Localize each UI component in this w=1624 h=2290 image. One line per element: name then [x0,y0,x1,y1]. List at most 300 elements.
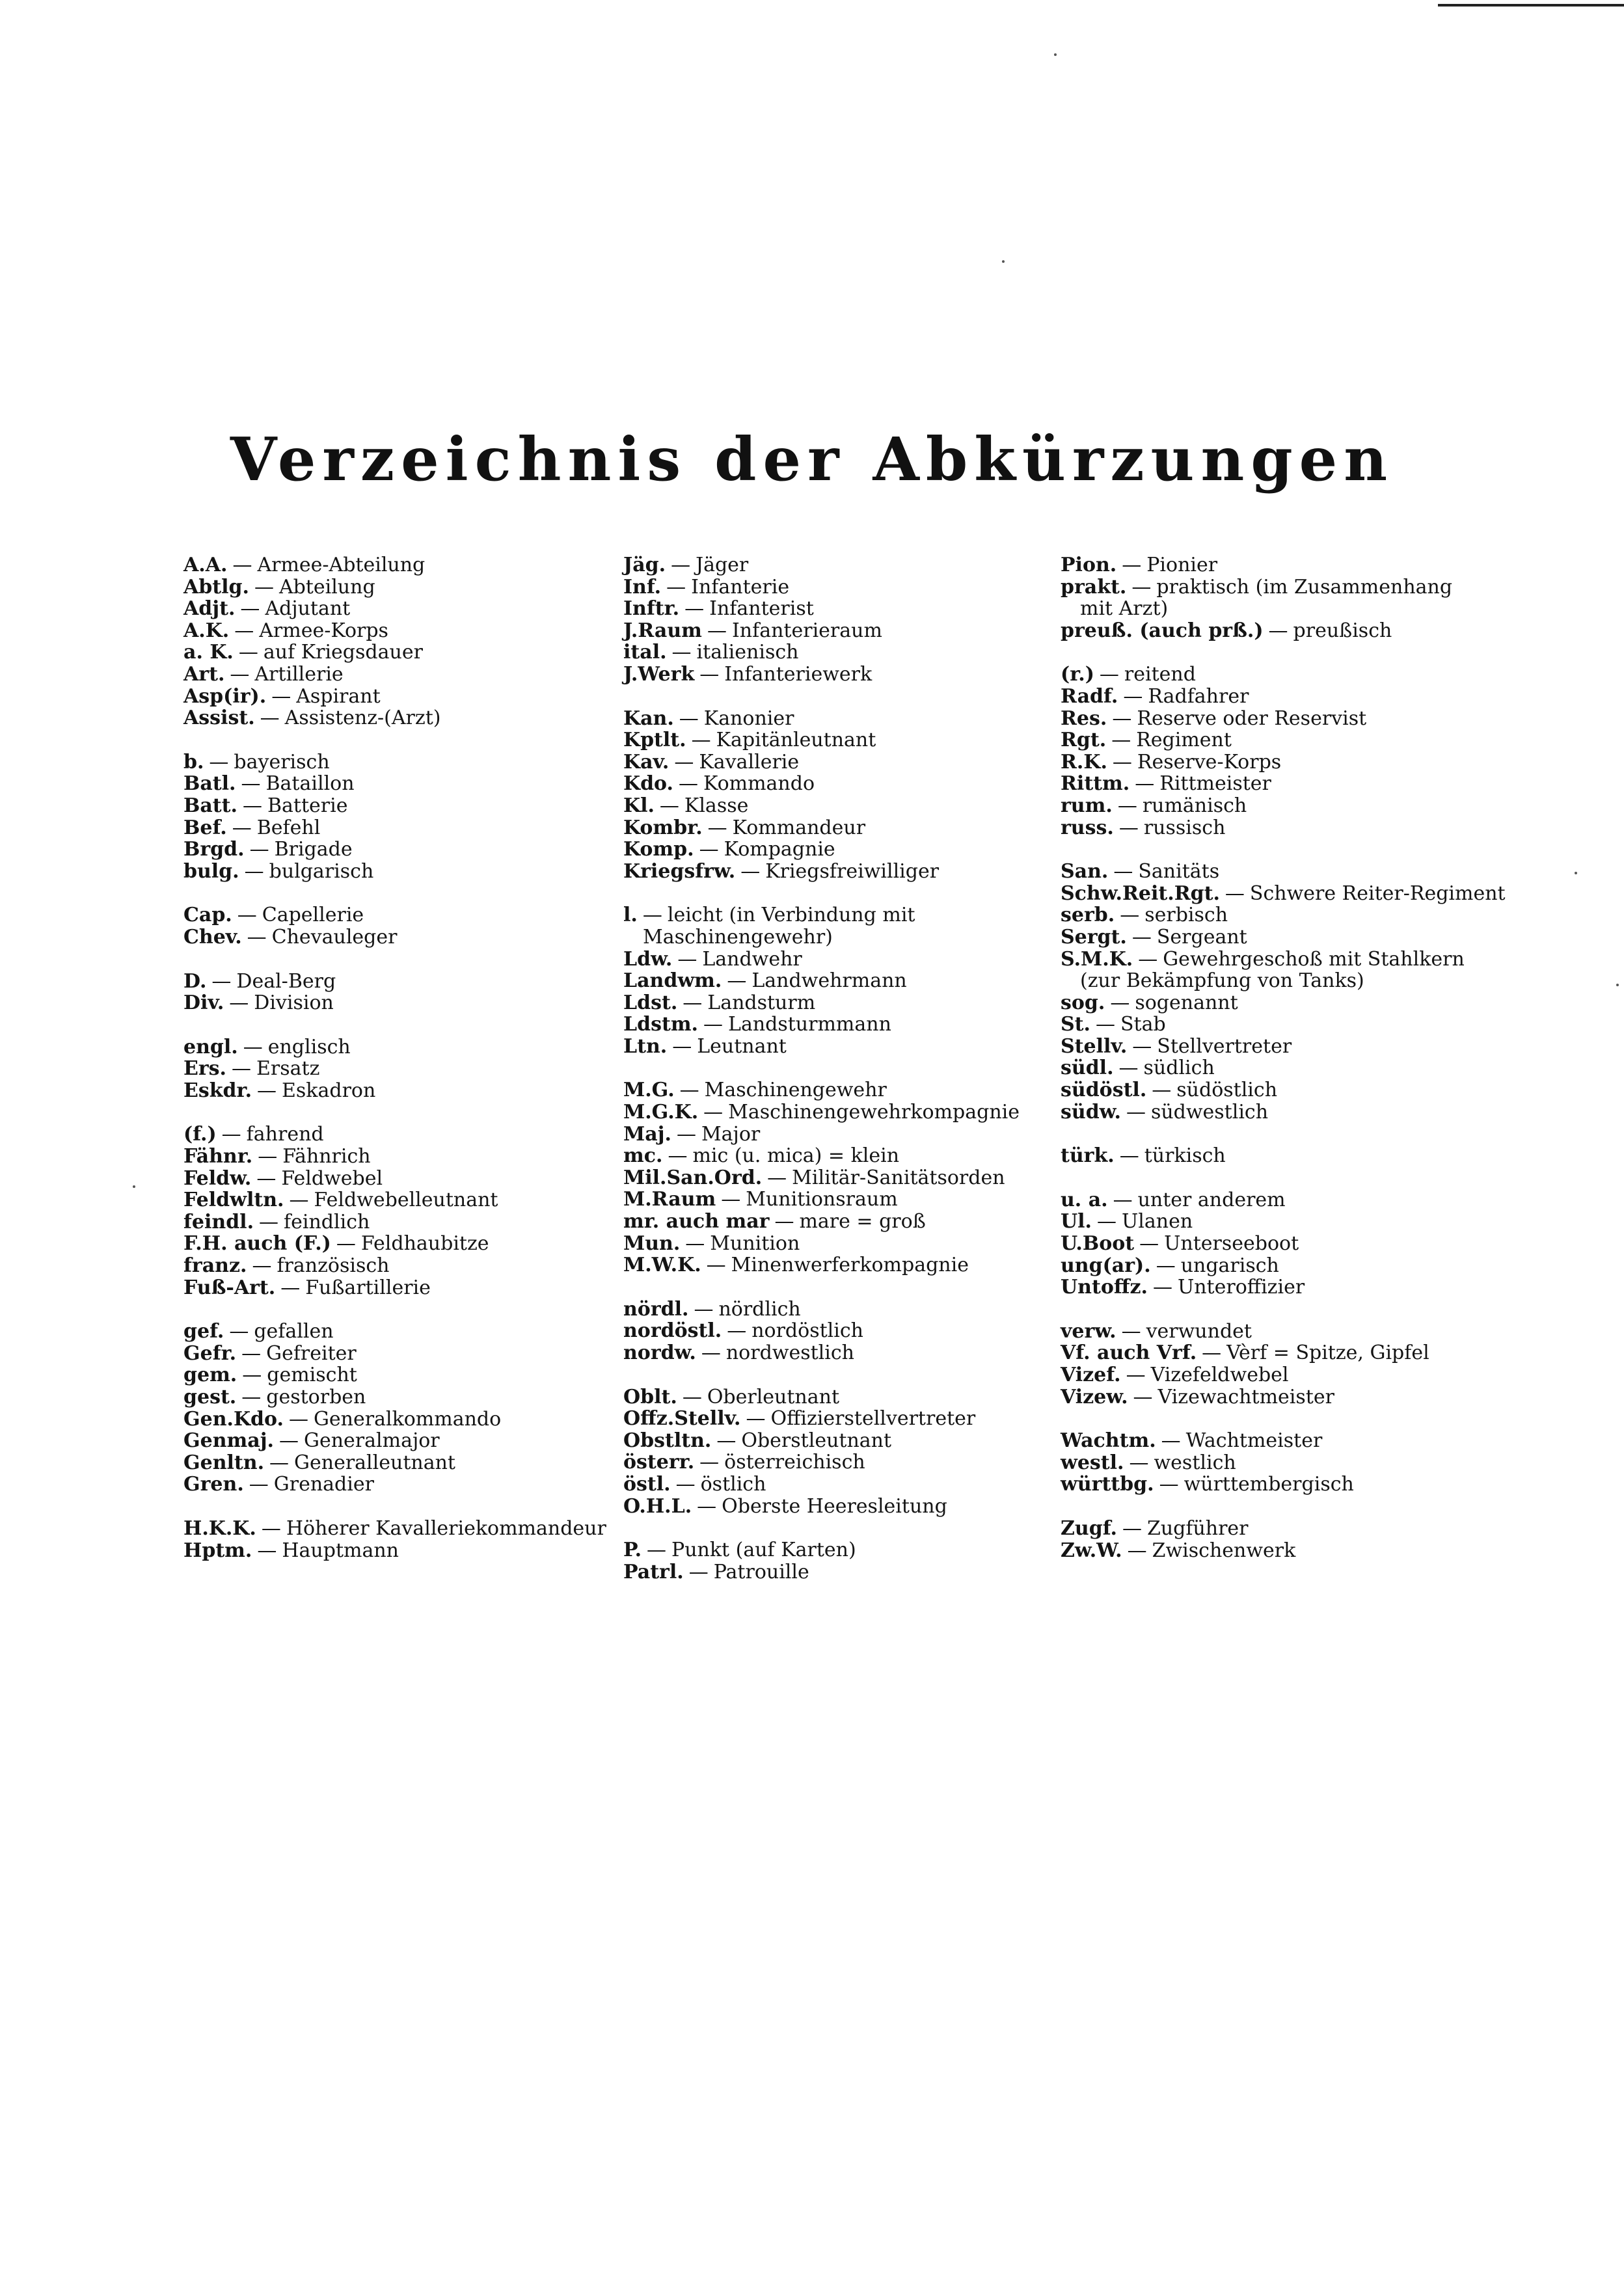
abbreviation-entry [183,1080,639,1102]
em-dash-separator: — [697,1494,717,1518]
abbreviation: l. [623,904,638,927]
abbreviation-entry [183,1343,639,1365]
abbreviation-group [183,1036,639,1102]
abbreviation: M.G.K. [623,1101,699,1124]
abbreviation: Ers. [183,1057,227,1081]
abbreviation-entry [183,1518,639,1540]
abbreviation: O.H.L. [623,1494,692,1518]
abbreviation-entry [623,1167,1079,1189]
expansion: Befehl [256,816,321,839]
expansion: Vizewachtmeister [1157,1385,1334,1408]
expansion: südwestlich [1150,1100,1269,1124]
em-dash-separator: — [1131,925,1152,949]
abbreviation: Sergt. [1061,925,1127,949]
abbreviation: M.Raum [623,1188,716,1211]
abbreviation-group [183,1518,639,1561]
expansion: fahrend [246,1123,324,1146]
em-dash-separator: — [674,750,694,774]
expansion: Ersatz [256,1057,320,1081]
em-dash-separator: — [740,859,761,883]
abbreviation: Inftr. [623,597,680,621]
abbreviation-entry [1061,751,1483,774]
abbreviation-group [1061,554,1483,641]
expansion: Kanonier [703,707,794,730]
abbreviation: ital. [623,641,667,664]
em-dash-separator: — [232,816,252,839]
expansion: Fähnrich [282,1145,371,1168]
abbreviation: Rittm. [1061,772,1130,796]
em-dash-separator: — [647,1539,667,1562]
em-dash-separator: — [242,1364,262,1387]
em-dash-separator: — [1112,707,1132,730]
abbreviation-group [183,554,639,729]
abbreviation-entry [623,1036,1079,1058]
abbreviation-entry [183,1452,639,1474]
expansion: Armee-Abteilung [257,554,426,576]
abbreviation: nordw. [623,1341,696,1364]
expansion: Feldhaubitze [360,1232,489,1256]
abbreviation-entry [1061,664,1483,686]
abbreviation: H.K.K. [183,1516,256,1540]
em-dash-separator: — [668,1144,688,1168]
scan-speck [1054,53,1057,56]
em-dash-separator: — [260,707,280,730]
abbreviation-group [183,751,639,883]
expansion: Gewehrgeschoß mit Stahlkern (zur Bekämpfung von Tanks) [1080,947,1465,993]
em-dash-separator: — [716,1429,737,1452]
expansion: Oberstleutnant [741,1429,892,1452]
abbreviation: Kav. [623,750,670,774]
expansion: serbisch [1144,904,1228,927]
em-dash-separator: — [1095,1013,1115,1036]
abbreviation: engl. [183,1035,238,1058]
em-dash-separator: — [232,554,252,576]
expansion: nördlich [718,1297,801,1321]
abbreviation-entry [183,1408,639,1431]
em-dash-separator: — [1152,1079,1172,1102]
em-dash-separator: — [683,991,703,1014]
em-dash-separator: — [679,707,699,730]
abbreviation: a. K. [183,641,234,664]
abbreviation-entry [623,1014,1079,1036]
abbreviation: Abtlg. [183,575,249,599]
em-dash-separator: — [1119,1144,1139,1168]
abbreviation-entry [1061,773,1483,795]
abbreviation: S.M.K. [1061,947,1133,971]
em-dash-separator: — [1129,1451,1149,1474]
expansion: württembergisch [1184,1473,1354,1496]
abbreviation: franz. [183,1254,247,1278]
em-dash-separator: — [1112,750,1132,774]
em-dash-separator: — [256,1166,277,1190]
expansion: Kapitänleutnant [716,729,876,752]
expansion: Offizierstellvertreter [770,1407,976,1431]
expansion: Maschinengewehrkompagnie [728,1101,1020,1124]
em-dash-separator: — [249,838,269,861]
abbreviation: Feldwltn. [183,1189,284,1212]
expansion: Artillerie [254,662,344,686]
expansion: Infanteriewerk [724,662,873,686]
em-dash-separator: — [1268,619,1288,642]
abbreviation: Inf. [623,575,662,599]
abbreviation: Ldstm. [623,1013,699,1036]
abbreviation-entry [1061,861,1483,883]
abbreviation-entry [1061,1079,1483,1101]
expansion: feindlich [284,1210,370,1233]
abbreviation: U.Boot [1061,1232,1135,1256]
expansion: nordwestlich [725,1341,854,1364]
expansion: Adjutant [265,597,351,621]
abbreviation: nordöstl. [623,1319,722,1343]
expansion: Oberleutnant [707,1385,840,1408]
abbreviation: b. [183,750,204,774]
expansion: Sergeant [1156,925,1247,949]
expansion: Assistenz-(Arzt) [284,707,441,730]
abbreviation-entry [623,554,1079,576]
em-dash-separator: — [243,1035,263,1058]
expansion: bayerisch [234,750,330,774]
abbreviation-entry [1061,1386,1483,1408]
em-dash-separator: — [1122,554,1142,576]
expansion: Aspirant [296,684,381,708]
em-dash-separator: — [209,750,229,774]
abbreviation: gem. [183,1364,237,1387]
expansion: Patrouille [713,1560,809,1583]
em-dash-separator: — [1161,1429,1181,1453]
expansion: Unteroffizier [1177,1276,1305,1299]
expansion: Chevauleger [271,925,398,949]
abbreviation-column-3 [1061,554,1506,1583]
expansion: englisch [267,1035,351,1058]
em-dash-separator: — [1121,1319,1141,1343]
abbreviation-entry [623,751,1079,774]
em-dash-separator: — [336,1232,356,1256]
abbreviation-entry [1061,1276,1483,1299]
em-dash-separator: — [1132,1034,1152,1058]
abbreviation-entry [183,1189,639,1211]
expansion: Deal-Berg [236,969,336,993]
em-dash-separator: — [232,1057,252,1081]
em-dash-separator: — [1099,663,1119,686]
abbreviation: Stellv. [1061,1034,1128,1058]
expansion: Punkt (auf Karten) [671,1539,856,1562]
expansion: Sanitäts [1138,860,1220,883]
abbreviation: Asp(ir). [183,684,267,708]
abbreviation-entry [183,817,639,839]
abbreviation-entry [183,1364,639,1386]
abbreviation-entry [1061,949,1483,992]
em-dash-separator: — [229,1320,249,1343]
abbreviation: A.A. [183,554,228,576]
expansion: Regiment [1136,729,1232,752]
expansion: Schwere Reiter-Regiment [1249,882,1506,905]
expansion: gestorben [266,1386,366,1408]
expansion: ungarisch [1180,1254,1279,1277]
abbreviation-entry [1061,1518,1483,1540]
abbreviation-entry [1061,576,1483,620]
abbreviation-entry [623,1233,1079,1255]
abbreviation-entry [183,1277,639,1299]
top-rule [1438,4,1624,7]
abbreviation-entry [1061,1430,1483,1452]
em-dash-separator: — [1159,1473,1179,1496]
abbreviation: Oblt. [623,1385,677,1408]
page-title: Verzeichnis der Abkürzungen [230,424,1394,494]
em-dash-separator: — [241,1386,262,1408]
expansion: westlich [1154,1451,1236,1474]
abbreviation-entry [183,1386,639,1408]
abbreviation-column-2 [623,554,1079,1605]
expansion: Maschinengewehr [704,1079,887,1102]
expansion: östlich [700,1472,766,1496]
abbreviation: M.W.K. [623,1254,701,1277]
expansion: unter anderem [1137,1188,1286,1211]
abbreviation: Mil.San.Ord. [623,1166,763,1189]
abbreviation: Obstltn. [623,1429,712,1452]
em-dash-separator: — [258,1145,278,1168]
em-dash-separator: — [703,1101,724,1124]
abbreviation-group [623,1079,1079,1276]
em-dash-separator: — [1113,860,1133,883]
abbreviation: Chev. [183,925,242,949]
em-dash-separator: — [261,1516,281,1540]
em-dash-separator: — [242,794,262,817]
abbreviation-entry [183,795,639,817]
expansion: preußisch [1293,619,1392,642]
abbreviation-entry [183,1430,639,1452]
em-dash-separator: — [1138,947,1158,971]
abbreviation-entry [623,1430,1079,1452]
em-dash-separator: — [1152,1276,1172,1299]
em-dash-separator: — [244,859,264,883]
abbreviation: Vizew. [1061,1385,1128,1408]
abbreviation: Ldw. [623,947,673,971]
abbreviation-entry [1061,1233,1483,1255]
abbreviation-entry [623,1124,1079,1146]
em-dash-separator: — [238,641,258,664]
abbreviation-group [1061,1430,1483,1496]
abbreviation: San. [1061,860,1109,883]
em-dash-separator: — [279,1429,299,1453]
expansion: praktisch (im Zusammenhang mit Arzt) [1080,575,1453,621]
abbreviation: sog. [1061,991,1105,1014]
abbreviation-entry [623,576,1079,599]
em-dash-separator: — [271,684,291,708]
abbreviation-entry [623,1101,1079,1124]
abbreviation-entry [183,1146,639,1168]
abbreviation: mr. auch mar [623,1210,770,1233]
em-dash-separator: — [249,1473,269,1496]
em-dash-separator: — [1156,1254,1176,1277]
abbreviation: Bef. [183,816,227,839]
em-dash-separator: — [1225,882,1245,905]
abbreviation: Ltn. [623,1034,668,1058]
abbreviation-entry [623,1451,1079,1474]
abbreviation-entry [183,1255,639,1277]
expansion: Bataillon [265,772,355,796]
abbreviation-entry [183,1474,639,1496]
abbreviation: ung(ar). [1061,1254,1151,1277]
abbreviation: mc. [623,1144,663,1168]
abbreviation: südw. [1061,1100,1121,1124]
expansion: nordöstlich [751,1319,863,1343]
abbreviation: Batl. [183,772,236,796]
expansion: Gefreiter [266,1341,357,1365]
em-dash-separator: — [774,1210,794,1233]
expansion: Kriegsfreiwilliger [765,859,940,883]
em-dash-separator: — [642,904,662,927]
abbreviation: Kdo. [623,772,673,796]
abbreviation: serb. [1061,904,1115,927]
em-dash-separator: — [684,597,705,621]
expansion: verwundet [1146,1319,1252,1343]
abbreviation-entry [183,620,639,642]
em-dash-separator: — [694,1297,714,1321]
abbreviation-entry [1061,1036,1483,1058]
abbreviation-entry [623,1299,1079,1321]
abbreviation: Feldw. [183,1166,252,1190]
expansion: Landsturm [707,991,816,1014]
abbreviation: Cap. [183,904,232,927]
em-dash-separator: — [699,1451,720,1474]
abbreviation: verw. [1061,1319,1116,1343]
abbreviation: Schw.Reit.Rgt. [1061,882,1220,905]
abbreviation-entry [1061,1342,1483,1364]
em-dash-separator: — [1139,1232,1159,1256]
abbreviation: Gen.Kdo. [183,1407,284,1431]
abbreviation-entry [183,641,639,664]
abbreviation-entry [183,1233,639,1255]
abbreviation: Div. [183,991,224,1015]
expansion: Radfahrer [1148,684,1249,708]
abbreviation-entry [623,773,1079,795]
abbreviation: J.Raum [623,619,702,642]
expansion: Infanterieraum [731,619,882,642]
abbreviation-entry [623,1539,1079,1561]
expansion: österreichisch [724,1451,865,1474]
em-dash-separator: — [1117,794,1137,817]
scan-speck [133,1185,135,1188]
expansion: Eskadron [282,1079,376,1102]
abbreviation-entry [1061,1452,1483,1474]
abbreviation-entry [623,949,1079,971]
abbreviation: Eskdr. [183,1079,252,1102]
abbreviation: u. a. [1061,1188,1108,1211]
abbreviation-entry [1061,1211,1483,1233]
abbreviation: prakt. [1061,575,1127,599]
abbreviation: Offz.Stellv. [623,1407,741,1431]
abbreviation-entry [623,620,1079,642]
abbreviation-entry [1061,817,1483,839]
abbreviation-entry [1061,926,1483,949]
abbreviation-group [623,554,1079,686]
em-dash-separator: — [240,597,260,621]
em-dash-separator: — [676,1122,696,1146]
expansion: Infanterie [691,575,790,599]
abbreviation: türk. [1061,1144,1115,1168]
abbreviation: österr. [623,1451,695,1474]
em-dash-separator: — [1133,1385,1153,1408]
expansion: Jäger [696,554,749,576]
abbreviation-entry [623,1145,1079,1167]
abbreviation-entry [1061,1014,1483,1036]
abbreviation: Untoffz. [1061,1276,1148,1299]
abbreviation: (r.) [1061,663,1094,686]
em-dash-separator: — [1113,1188,1133,1211]
em-dash-separator: — [252,1254,272,1278]
abbreviation: F.H. auch (F.) [183,1232,331,1256]
abbreviation: Adjt. [183,597,236,621]
em-dash-separator: — [707,619,727,642]
em-dash-separator: — [247,925,267,949]
abbreviation-entry [623,729,1079,751]
abbreviation: Vf. auch Vrf. [1061,1341,1197,1365]
expansion: Unterseeboot [1164,1232,1299,1256]
expansion: französisch [277,1254,390,1278]
em-dash-separator: — [1118,816,1139,839]
expansion: gefallen [254,1320,334,1343]
em-dash-separator: — [1118,1057,1139,1080]
expansion: Division [254,991,334,1015]
expansion: südöstlich [1176,1079,1278,1102]
abbreviation-entry [183,707,639,729]
expansion: türkisch [1144,1144,1226,1168]
abbreviation-entry [623,817,1079,839]
abbreviation: Fähnr. [183,1145,253,1168]
abbreviation: östl. [623,1472,671,1496]
abbreviation: Landwm. [623,969,722,993]
em-dash-separator: — [679,1079,699,1102]
abbreviation-column-1 [183,554,639,1583]
abbreviation: Assist. [183,707,255,730]
em-dash-separator: — [234,619,254,642]
expansion: Minenwerferkompagnie [731,1254,969,1277]
abbreviation-group [623,708,1079,883]
em-dash-separator: — [1111,729,1131,752]
abbreviation: J.Werk [623,662,695,686]
abbreviation-entry [183,839,639,861]
abbreviation-entry [623,904,1079,948]
em-dash-separator: — [727,1319,747,1343]
abbreviation-entry [623,1496,1079,1518]
abbreviation-entry [1061,1189,1483,1211]
em-dash-separator: — [269,1451,290,1474]
abbreviation-group [623,1299,1079,1364]
scan-speck [1575,872,1577,874]
em-dash-separator: — [1126,1364,1146,1386]
expansion: Landwehrmann [751,969,907,993]
expansion: Armee-Korps [259,619,388,642]
expansion: Landsturmmann [728,1013,891,1036]
abbreviation-entry [623,1189,1079,1211]
em-dash-separator: — [671,641,692,664]
em-dash-separator: — [237,904,257,927]
em-dash-separator: — [280,1276,301,1299]
abbreviation-entry [623,598,1079,620]
expansion: Major [701,1122,761,1146]
abbreviation: M.G. [623,1079,675,1102]
em-dash-separator: — [1126,1100,1146,1124]
abbreviation-group [1061,1145,1483,1167]
abbreviation-entry [183,751,639,774]
abbreviation-group [183,1321,639,1496]
abbreviation-entry [623,1561,1079,1583]
em-dash-separator: — [671,554,691,576]
abbreviation-entry [623,992,1079,1014]
abbreviation: Gren. [183,1473,244,1496]
expansion: Zugführer [1146,1516,1249,1540]
abbreviation-entry [183,598,639,620]
